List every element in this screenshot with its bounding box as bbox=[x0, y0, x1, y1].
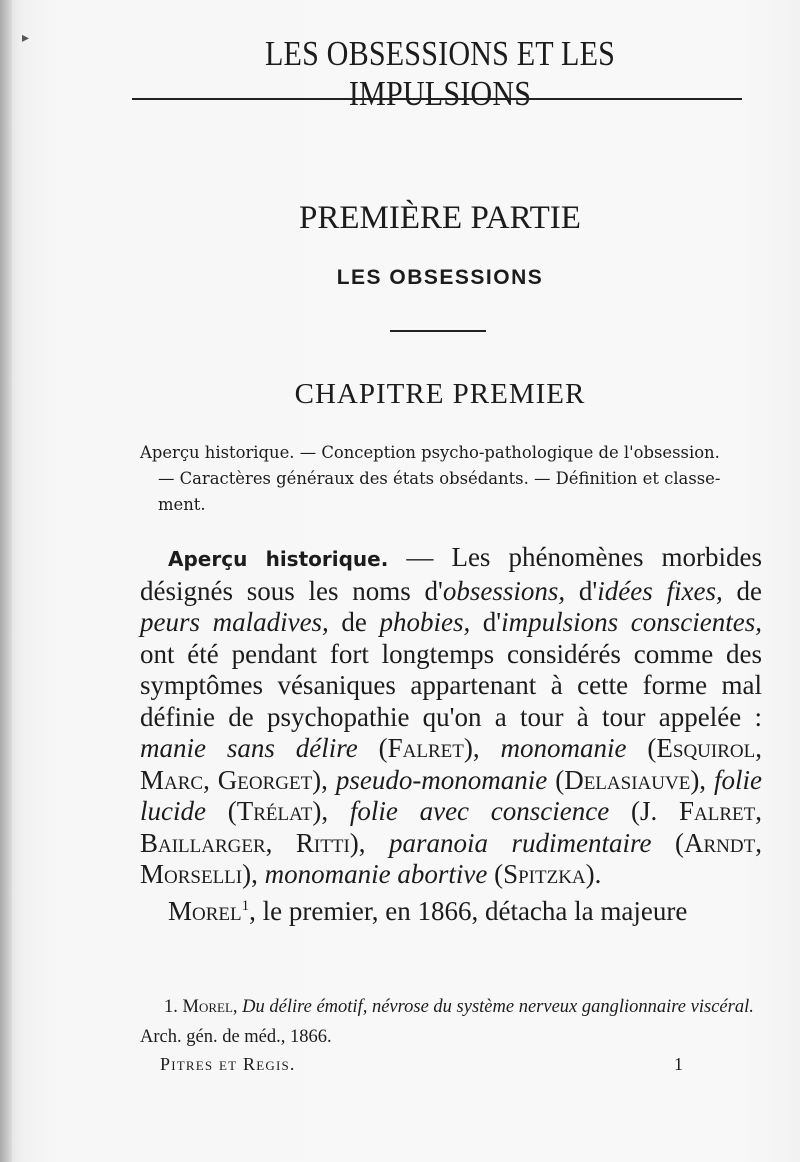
author-name: Delasiauve bbox=[564, 764, 691, 795]
paragraph bbox=[140, 891, 762, 928]
author-name: J. Falret, Baillarger, Ritti bbox=[140, 796, 762, 858]
text-run: ), bbox=[242, 859, 265, 889]
text-run: ), bbox=[312, 796, 350, 826]
chapter-title: CHAPITRE PREMIER bbox=[294, 378, 586, 410]
text-run: ( bbox=[205, 796, 237, 826]
chapter-summary bbox=[140, 440, 754, 518]
author-name: Spitzka bbox=[503, 859, 586, 889]
text-run: ont été pendant fort longtemps considérés comme des symptômes vésaniques appartenant à cette forme mal définie de psychopathie qu'on a tour à tour appelée : bbox=[140, 638, 762, 732]
footnote-rest: Arch. gén. de méd., 1866. bbox=[140, 1027, 332, 1047]
text-run: ( bbox=[547, 764, 565, 795]
footnote-number: 1. bbox=[164, 997, 178, 1017]
summary-line: — Caractères généraux des états obsédants. — Définition et classe- bbox=[158, 469, 721, 488]
summary-line: Aperçu historique. — Conception psycho-pathologique de l'obsession. bbox=[140, 443, 720, 462]
signature-number: 1 bbox=[674, 1054, 683, 1074]
part-subtitle: LES OBSESSIONS bbox=[336, 266, 544, 289]
footnote-author: Morel, bbox=[182, 997, 238, 1017]
text-run: ), bbox=[463, 733, 501, 763]
summary-line: ment. bbox=[158, 495, 206, 514]
part-title: PREMIÈRE PARTIE bbox=[299, 200, 581, 236]
text-run: , le premier, en 1866, détacha la majeure bbox=[249, 895, 688, 926]
text-run: ( bbox=[357, 733, 388, 763]
signature-mark: Pitres et Regis. bbox=[160, 1054, 296, 1074]
italic-run: paranoia rudimentaire bbox=[389, 827, 652, 858]
italic-run: idées fixes, bbox=[597, 575, 723, 606]
text-run: d' bbox=[565, 575, 598, 606]
italic-run: peurs maladives, bbox=[140, 607, 329, 637]
body-text bbox=[140, 542, 762, 927]
text-run: ( bbox=[651, 827, 684, 858]
italic-run: pseudo-monomanie bbox=[335, 764, 548, 795]
text-run: ). bbox=[585, 859, 602, 889]
italic-run: obsessions, bbox=[442, 575, 566, 606]
text-run: ( bbox=[626, 733, 657, 763]
italic-run: impulsions conscientes, bbox=[501, 607, 762, 637]
italic-run: folie avec conscience bbox=[349, 796, 610, 826]
text-run: ), bbox=[349, 827, 390, 858]
italic-run: manie sans délire bbox=[140, 733, 358, 763]
author-name: Falret bbox=[387, 733, 464, 763]
author-name: Morel bbox=[168, 895, 242, 926]
text-run: — Les phénomènes morbides désignés sous les noms d' bbox=[140, 542, 762, 606]
italic-run: phobies, bbox=[379, 607, 471, 637]
author-name: Trélat bbox=[236, 796, 313, 826]
lead-heading: Aperçu historique. bbox=[168, 547, 389, 571]
text-run: ( bbox=[487, 859, 504, 889]
running-head: LES OBSESSIONS ET LES IMPULSIONS bbox=[264, 34, 616, 113]
footnote bbox=[140, 992, 762, 1052]
margin-mark: ▸ bbox=[22, 30, 30, 46]
paragraph bbox=[140, 542, 762, 891]
footnote-ref: 1 bbox=[241, 897, 250, 914]
italic-run: folie lucide bbox=[140, 764, 762, 826]
page-gutter-shadow bbox=[0, 0, 12, 1162]
text-run: d' bbox=[470, 607, 502, 637]
footnote-title: Du délire émotif, névrose du système nerveux ganglionnaire viscéral. bbox=[242, 997, 754, 1017]
header-rule bbox=[132, 98, 742, 100]
text-run: ( bbox=[609, 796, 640, 826]
section-rule bbox=[390, 330, 486, 332]
text-run: ), bbox=[690, 764, 714, 795]
text-run: ), bbox=[312, 764, 336, 795]
author-name: Esquirol, Marc, Georget bbox=[140, 733, 762, 795]
italic-run: monomanie abortive bbox=[264, 859, 488, 889]
text-run: de bbox=[722, 575, 762, 606]
author-name: Arndt, Morselli bbox=[140, 827, 762, 889]
text-run: de bbox=[328, 607, 380, 637]
italic-run: monomanie bbox=[500, 733, 627, 763]
